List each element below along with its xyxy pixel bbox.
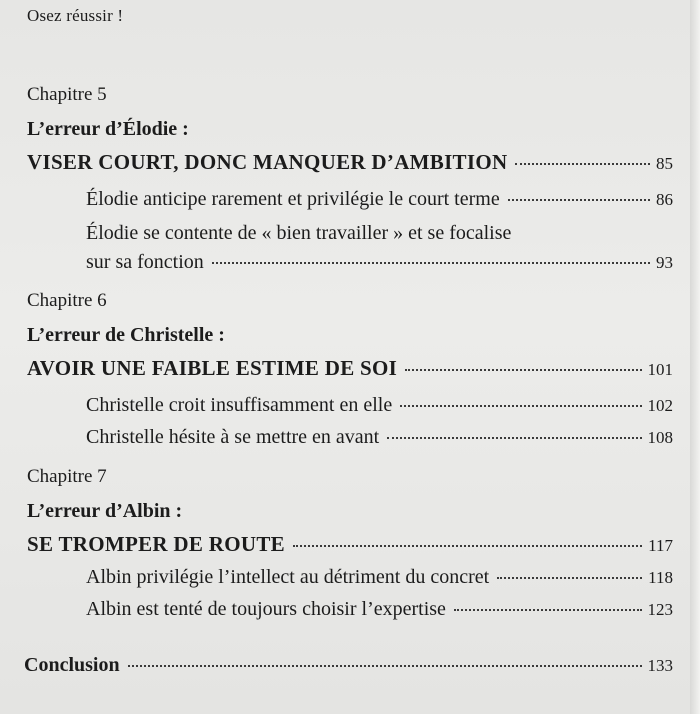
toc-entry-conclusion[interactable] bbox=[24, 654, 673, 677]
chapter-subtitle: L’erreur d’Élodie : bbox=[27, 118, 189, 140]
page-number: 101 bbox=[647, 360, 673, 379]
dot-leader bbox=[400, 405, 641, 407]
toc-entry-main[interactable] bbox=[27, 150, 673, 175]
dot-leader bbox=[128, 665, 642, 667]
toc-entry-section[interactable] bbox=[86, 426, 673, 449]
page-number: 108 bbox=[647, 428, 673, 447]
toc-entry-main[interactable] bbox=[27, 356, 673, 381]
dot-leader bbox=[515, 163, 650, 165]
chapter-subtitle: L’erreur d’Albin : bbox=[27, 500, 183, 522]
toc-entry-section[interactable] bbox=[86, 251, 673, 274]
dot-leader bbox=[405, 369, 641, 371]
dot-leader bbox=[212, 262, 650, 264]
page-number: 93 bbox=[656, 253, 673, 272]
page-edge bbox=[690, 0, 700, 714]
page-number: 117 bbox=[648, 536, 673, 555]
dot-leader bbox=[497, 577, 642, 579]
page-number: 123 bbox=[647, 600, 673, 619]
toc-entry-section[interactable] bbox=[86, 394, 673, 417]
chapter-label: Chapitre 6 bbox=[27, 290, 107, 311]
toc-entry-section[interactable] bbox=[86, 188, 673, 211]
chapter-label: Chapitre 5 bbox=[27, 84, 107, 105]
toc-entry-title-line1: Élodie se contente de « bien travailler » et se focalise bbox=[86, 222, 512, 244]
dot-leader bbox=[508, 199, 650, 201]
toc-entry-title: AVOIR UNE FAIBLE ESTIME DE SOI bbox=[27, 356, 398, 380]
toc-entry-title: SE TROMPER DE ROUTE bbox=[27, 532, 285, 556]
dot-leader bbox=[293, 545, 642, 547]
toc-entry-title: sur sa fonction bbox=[86, 251, 204, 273]
toc-entry-main[interactable] bbox=[27, 532, 673, 557]
toc-entry-title: Conclusion bbox=[24, 654, 120, 676]
toc-entry-title: Christelle croit insuffisamment en elle bbox=[86, 394, 393, 416]
toc-entry-title: Albin est tenté de toujours choisir l’expertise bbox=[86, 598, 446, 620]
toc-entry-section[interactable] bbox=[86, 598, 673, 621]
toc-entry-title: Albin privilégie l’intellect au détriment du concret bbox=[86, 566, 490, 588]
page-number: 133 bbox=[647, 656, 673, 675]
page-number: 118 bbox=[648, 568, 673, 587]
dot-leader bbox=[387, 437, 641, 439]
toc-entry-title: VISER COURT, DONC MANQUER D’AMBITION bbox=[27, 150, 508, 174]
chapter-subtitle: L’erreur de Christelle : bbox=[27, 324, 225, 346]
toc-entry-section[interactable] bbox=[86, 566, 673, 589]
page-number: 85 bbox=[656, 154, 673, 173]
dot-leader bbox=[454, 609, 642, 611]
toc-entry-title: Élodie anticipe rarement et privilégie le court terme bbox=[86, 188, 500, 210]
page-number: 86 bbox=[656, 190, 673, 209]
toc-entry-title: Christelle hésite à se mettre en avant bbox=[86, 426, 380, 448]
running-head: Osez réussir ! bbox=[27, 6, 124, 25]
page-number: 102 bbox=[647, 396, 673, 415]
chapter-label: Chapitre 7 bbox=[27, 466, 107, 487]
